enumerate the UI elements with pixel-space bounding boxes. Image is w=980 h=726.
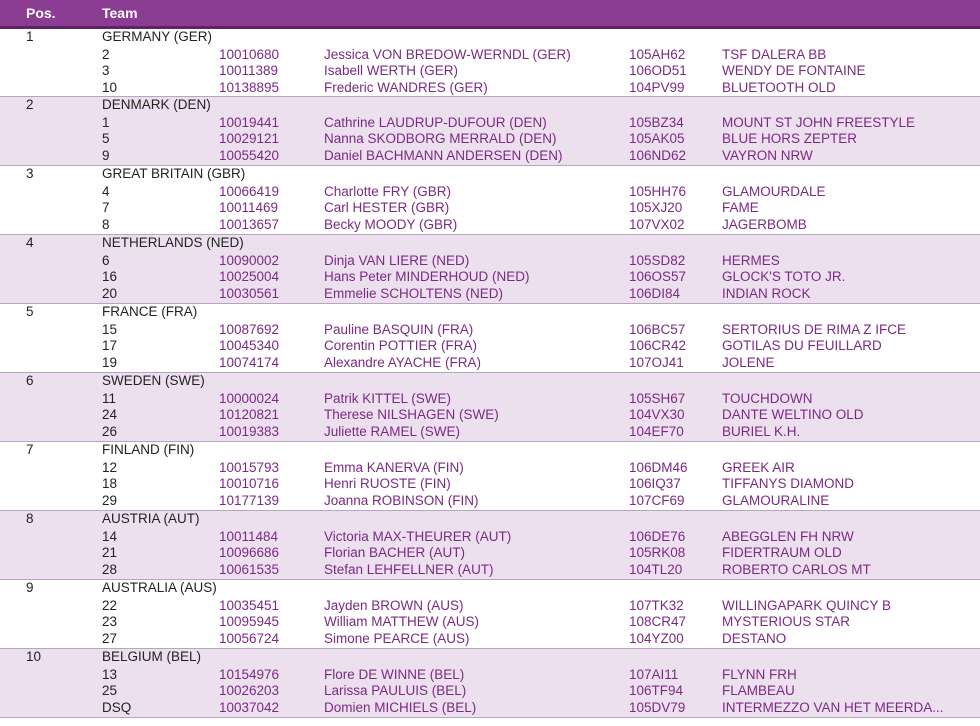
fei-id-link[interactable]: 10011484 [219, 529, 279, 545]
rider-link[interactable]: Alexandre AYACHE (FRA) [324, 354, 482, 370]
bib-number: 22 [102, 598, 118, 614]
horse-link[interactable]: GLAMOURALINE [722, 492, 830, 508]
fei-id-link[interactable]: 10011389 [219, 63, 279, 79]
member-row [0, 269, 980, 285]
member-row [0, 700, 980, 716]
team-row [0, 235, 980, 304]
member-row [0, 631, 980, 647]
rider-link[interactable]: Stefan LEHFELLNER (AUT) [324, 561, 494, 577]
member-row [0, 476, 980, 492]
fei-id-link[interactable]: 10019383 [219, 423, 280, 439]
member-row [0, 355, 980, 371]
member-row [0, 424, 980, 440]
team-row [0, 97, 980, 166]
horse-link[interactable]: BLUE HORS ZEPTER [722, 131, 858, 147]
member-row [0, 493, 980, 509]
fei-id-link[interactable]: 10037042 [219, 699, 280, 715]
team-name: GERMANY (GER) [102, 29, 213, 44]
team-position: 3 [26, 166, 34, 181]
horse-id-link[interactable]: 107CF69 [629, 492, 685, 508]
horse-id-link[interactable]: 107VX02 [629, 216, 685, 232]
team-position: 8 [26, 511, 34, 526]
horse-id-link[interactable]: 105SH67 [629, 391, 686, 407]
rider-link[interactable]: Dinja VAN LIERE (NED) [324, 253, 470, 269]
rider-link[interactable]: Simone PEARCE (AUS) [324, 630, 470, 646]
bib-number: 2 [102, 47, 110, 63]
member-row [0, 47, 980, 63]
rider-link[interactable]: Therese NILSHAGEN (SWE) [324, 407, 499, 423]
team-row [0, 29, 980, 97]
member-row [0, 545, 980, 561]
rider-link[interactable]: Flore DE WINNE (BEL) [324, 667, 465, 683]
rider-link[interactable]: Domien MICHIELS (BEL) [324, 699, 477, 715]
horse-link[interactable]: INDIAN ROCK [722, 285, 811, 301]
fei-id-link[interactable]: 10177139 [219, 492, 280, 508]
fei-id-link[interactable]: 10030561 [219, 285, 280, 301]
fei-id-link[interactable]: 10056724 [219, 630, 280, 646]
team-position: 6 [26, 373, 34, 388]
bib-number: 10 [102, 79, 118, 95]
member-row [0, 184, 980, 200]
team-line [0, 166, 980, 184]
fei-id-link[interactable]: 10074174 [219, 354, 280, 370]
bib-number: 7 [102, 200, 110, 216]
horse-id-link[interactable]: 105AH62 [629, 47, 686, 63]
fei-id-link[interactable]: 10013657 [219, 216, 280, 232]
horse-link[interactable]: HERMES [722, 253, 780, 269]
member-row [0, 80, 980, 96]
bib-number: 19 [102, 354, 118, 370]
team-line [0, 580, 980, 598]
horse-id-link[interactable]: 105AK05 [629, 131, 685, 147]
team-name: FINLAND (FIN) [102, 442, 195, 457]
bib-number: 6 [102, 253, 110, 269]
rider-link[interactable]: Daniel BACHMANN ANDERSEN (DEN) [324, 147, 563, 163]
fei-id-link[interactable]: 10025004 [219, 269, 280, 285]
horse-link[interactable]: FLAMBEAU [722, 683, 795, 699]
fei-id-link[interactable]: 10087692 [219, 322, 280, 338]
horse-id-link[interactable]: 104VX30 [629, 407, 685, 423]
horse-link[interactable]: MOUNT ST JOHN FREESTYLE [722, 115, 916, 131]
team-row [0, 442, 980, 511]
rider-link[interactable]: Frederic WANDRES (GER) [324, 79, 488, 95]
horse-id-link[interactable]: 105RK08 [629, 545, 686, 561]
team-position: 2 [26, 97, 34, 112]
member-row [0, 598, 980, 614]
horse-link[interactable]: BURIEL K.H. [722, 423, 801, 439]
horse-link[interactable]: FLYNN FRH [722, 667, 797, 683]
horse-link[interactable]: DESTANO [722, 630, 787, 646]
member-row [0, 614, 980, 630]
bib-number: 25 [102, 683, 118, 699]
fei-id-link[interactable]: 10066419 [219, 184, 280, 200]
fei-id-link[interactable]: 10035451 [219, 598, 280, 614]
member-row [0, 200, 980, 216]
horse-link[interactable]: GLAMOURDALE [722, 184, 826, 200]
rider-link[interactable]: Becky MOODY (GBR) [324, 216, 458, 232]
horse-id-link[interactable]: 104EF70 [629, 423, 684, 439]
team-row [0, 649, 980, 718]
horse-link[interactable]: TIFFANYS DIAMOND [722, 476, 855, 492]
horse-id-link[interactable]: 106CR42 [629, 338, 687, 354]
fei-id-link[interactable]: 10011469 [219, 200, 279, 216]
rider-link[interactable]: Juliette RAMEL (SWE) [324, 423, 461, 439]
rider-link[interactable]: Isabell WERTH (GER) [324, 63, 459, 79]
horse-link[interactable]: FAME [722, 200, 759, 216]
member-row [0, 667, 980, 683]
bib-number: 29 [102, 492, 118, 508]
horse-link[interactable]: BLUETOOTH OLD [722, 79, 836, 95]
horse-link[interactable]: VAYRON NRW [722, 147, 813, 163]
fei-id-link[interactable]: 10154976 [219, 667, 280, 683]
horse-id-link[interactable]: 106DI84 [629, 285, 681, 301]
bib-number: 26 [102, 423, 118, 439]
bib-number: 14 [102, 529, 118, 545]
bib-number: 28 [102, 561, 118, 577]
member-row [0, 253, 980, 269]
horse-link[interactable]: INTERMEZZO VAN HET MEERDA... [722, 699, 944, 715]
team-name: AUSTRIA (AUT) [102, 511, 200, 526]
bib-number: 8 [102, 216, 110, 232]
bib-number: 27 [102, 630, 118, 646]
team-name: SWEDEN (SWE) [102, 373, 205, 388]
team-row [0, 511, 980, 580]
rider-link[interactable]: Patrik KITTEL (SWE) [324, 391, 452, 407]
rider-link[interactable]: Carl HESTER (GBR) [324, 200, 450, 216]
team-position: 1 [26, 29, 34, 44]
rider-link[interactable]: Joanna ROBINSON (FIN) [324, 492, 479, 508]
horse-id-link[interactable]: 106DM46 [629, 460, 688, 476]
team-row [0, 304, 980, 373]
member-row [0, 322, 980, 338]
rider-link[interactable]: Charlotte FRY (GBR) [324, 184, 452, 200]
team-position: 7 [26, 442, 34, 457]
horse-id-link[interactable]: 105SD82 [629, 253, 686, 269]
member-row [0, 391, 980, 407]
bib-number: 17 [102, 338, 118, 354]
member-row [0, 460, 980, 476]
horse-id-link[interactable]: 104TL20 [629, 561, 683, 577]
member-row [0, 338, 980, 354]
fei-id-link[interactable]: 10045340 [219, 338, 280, 354]
header-pos: Pos. [26, 5, 56, 21]
bib-number: 12 [102, 460, 118, 476]
fei-id-link[interactable]: 10138895 [219, 79, 280, 95]
team-line [0, 373, 980, 391]
rider-link[interactable]: Emma KANERVA (FIN) [324, 460, 464, 476]
bib-number: 4 [102, 184, 110, 200]
fei-id-link[interactable]: 10095945 [219, 614, 280, 630]
bib-number: 20 [102, 285, 118, 301]
horse-id-link[interactable]: 106OD51 [629, 63, 687, 79]
team-row [0, 166, 980, 235]
horse-link[interactable]: DANTE WELTINO OLD [722, 407, 864, 423]
horse-link[interactable]: GREEK AIR [722, 460, 795, 476]
bib-number: 16 [102, 269, 118, 285]
member-row [0, 63, 980, 79]
team-position: 5 [26, 304, 34, 319]
bib-number: 24 [102, 407, 118, 423]
horse-id-link[interactable]: 104YZ00 [629, 630, 684, 646]
bib-number: 9 [102, 147, 110, 163]
fei-id-link[interactable]: 10090002 [219, 253, 280, 269]
team-line [0, 649, 980, 667]
team-position: 9 [26, 580, 34, 595]
horse-link[interactable]: GLOCK'S TOTO JR. [722, 269, 846, 285]
horse-link[interactable]: GOTILAS DU FEUILLARD [722, 338, 882, 354]
team-name: FRANCE (FRA) [102, 304, 198, 319]
horse-id-link[interactable]: 107AI11 [629, 667, 679, 683]
member-row [0, 683, 980, 699]
horse-link[interactable]: JOLENE [722, 354, 775, 370]
team-line [0, 304, 980, 322]
bib-number: DSQ [102, 699, 132, 715]
horse-link[interactable]: WENDY DE FONTAINE [722, 63, 866, 79]
horse-link[interactable]: ROBERTO CARLOS MT [722, 561, 871, 577]
team-name: AUSTRALIA (AUS) [102, 580, 217, 595]
member-row [0, 115, 980, 131]
team-row [0, 373, 980, 442]
member-row [0, 562, 980, 578]
member-row [0, 131, 980, 147]
horse-id-link[interactable]: 106DE76 [629, 529, 686, 545]
horse-link[interactable]: JAGERBOMB [722, 216, 807, 232]
team-line [0, 29, 980, 47]
team-name: NETHERLANDS (NED) [102, 235, 244, 250]
horse-id-link[interactable]: 107TK32 [629, 598, 684, 614]
horse-id-link[interactable]: 106TF94 [629, 683, 684, 699]
member-row [0, 217, 980, 233]
fei-id-link[interactable]: 10120821 [219, 407, 280, 423]
fei-id-link[interactable]: 10061535 [219, 561, 280, 577]
fei-id-link[interactable]: 10015793 [219, 460, 280, 476]
horse-link[interactable]: ABEGGLEN FH NRW [722, 529, 854, 545]
horse-link[interactable]: SERTORIUS DE RIMA Z IFCE [722, 322, 907, 338]
horse-id-link[interactable]: 106IQ37 [629, 476, 681, 492]
horse-id-link[interactable]: 105BZ34 [629, 115, 684, 131]
fei-id-link[interactable]: 10000024 [219, 391, 280, 407]
horse-link[interactable]: MYSTERIOUS STAR [722, 614, 851, 630]
bib-number: 1 [102, 115, 110, 131]
horse-id-link[interactable]: 104PV99 [629, 79, 685, 95]
header-team: Team [102, 5, 138, 21]
team-line [0, 442, 980, 460]
horse-link[interactable]: FIDERTRAUM OLD [722, 545, 842, 561]
fei-id-link[interactable]: 10010680 [219, 47, 280, 63]
horse-id-link[interactable]: 108CR47 [629, 614, 687, 630]
rider-link[interactable]: Victoria MAX-THEURER (AUT) [324, 529, 512, 545]
bib-number: 23 [102, 614, 118, 630]
horse-id-link[interactable]: 106ND62 [629, 147, 687, 163]
team-line [0, 511, 980, 529]
bib-number: 15 [102, 322, 118, 338]
bib-number: 11 [102, 391, 117, 407]
horse-link[interactable]: TSF DALERA BB [722, 47, 827, 63]
team-name: BELGIUM (BEL) [102, 649, 202, 664]
rider-link[interactable]: Corentin POTTIER (FRA) [324, 338, 478, 354]
rider-link[interactable]: Pauline BASQUIN (FRA) [324, 322, 474, 338]
rider-link[interactable]: Florian BACHER (AUT) [324, 545, 466, 561]
horse-id-link[interactable]: 107OJ41 [629, 354, 684, 370]
rider-link[interactable]: Hans Peter MINDERHOUD (NED) [324, 269, 530, 285]
bib-number: 13 [102, 667, 118, 683]
fei-id-link[interactable]: 10096686 [219, 545, 280, 561]
team-position: 4 [26, 235, 34, 250]
fei-id-link[interactable]: 10055420 [219, 147, 280, 163]
rider-link[interactable]: Jessica VON BREDOW-WERNDL (GER) [324, 47, 571, 63]
rider-link[interactable]: Larissa PAULUIS (BEL) [324, 683, 467, 699]
team-line [0, 97, 980, 115]
horse-id-link[interactable]: 105XJ20 [629, 200, 683, 216]
bib-number: 3 [102, 63, 110, 79]
member-row [0, 529, 980, 545]
table-header [0, 0, 980, 29]
bib-number: 21 [102, 545, 118, 561]
team-position: 10 [26, 649, 42, 664]
team-list [0, 29, 980, 718]
fei-id-link[interactable]: 10029121 [219, 131, 280, 147]
fei-id-link[interactable]: 10010716 [219, 476, 280, 492]
team-row [0, 580, 980, 649]
horse-id-link[interactable]: 106OS57 [629, 269, 687, 285]
horse-id-link[interactable]: 105HH76 [629, 184, 687, 200]
horse-id-link[interactable]: 106BC57 [629, 322, 686, 338]
horse-link[interactable]: TOUCHDOWN [722, 391, 813, 407]
team-name: DENMARK (DEN) [102, 97, 211, 112]
rider-link[interactable]: Emmelie SCHOLTENS (NED) [324, 285, 504, 301]
horse-id-link[interactable]: 105DV79 [629, 699, 686, 715]
horse-link[interactable]: WILLINGAPARK QUINCY B [722, 598, 892, 614]
team-line [0, 235, 980, 253]
member-row [0, 286, 980, 302]
fei-id-link[interactable]: 10019441 [219, 115, 280, 131]
bib-number: 5 [102, 131, 110, 147]
rider-link[interactable]: William MATTHEW (AUS) [324, 614, 479, 630]
bib-number: 18 [102, 476, 118, 492]
team-name: GREAT BRITAIN (GBR) [102, 166, 246, 181]
rider-link[interactable]: Nanna SKODBORG MERRALD (DEN) [324, 131, 557, 147]
member-row [0, 148, 980, 164]
member-row [0, 407, 980, 423]
rider-link[interactable]: Cathrine LAUDRUP-DUFOUR (DEN) [324, 115, 547, 131]
rider-link[interactable]: Jayden BROWN (AUS) [324, 598, 464, 614]
fei-id-link[interactable]: 10026203 [219, 683, 280, 699]
rider-link[interactable]: Henri RUOSTE (FIN) [324, 476, 451, 492]
